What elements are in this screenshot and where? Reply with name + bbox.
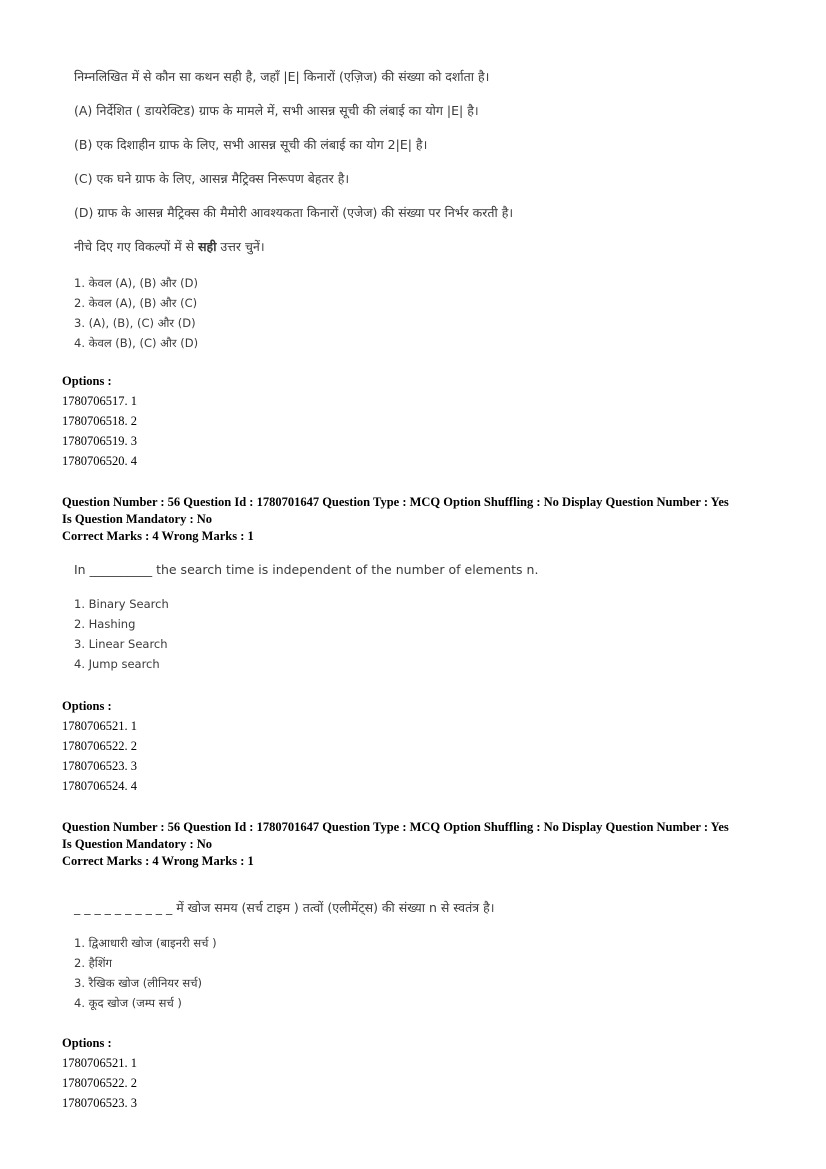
choice-2: 2. केवल (A), (B) और (C) <box>74 296 198 310</box>
choice-3: 3. रैखिक खोज (लीनियर सर्च) <box>74 976 202 990</box>
option-id: 1780706521. 1 <box>62 1056 137 1070</box>
statement-a: (A) निर्देशित ( डायरेक्टिड) ग्राफ के मामले में, सभी आसन्न सूची की लंबाई का योग |E| है। <box>74 103 479 118</box>
option-id: 1780706524. 4 <box>62 779 137 793</box>
choice-1: 1. केवल (A), (B) और (D) <box>74 276 198 290</box>
question-image-2 <box>74 562 538 674</box>
mandatory-line: Is Question Mandatory : No <box>62 512 213 526</box>
question-image-1 <box>74 68 513 353</box>
question-stem: In __________ the search time is independent of the number of elements n. <box>74 562 539 577</box>
option-id: 1780706522. 2 <box>62 739 137 753</box>
marks-line: Correct Marks : 4 Wrong Marks : 1 <box>62 529 254 543</box>
choice-4: 4. केवल (B), (C) और (D) <box>74 336 199 350</box>
options-list-3 <box>62 1033 137 1113</box>
statement-b: (B) एक दिशाहीन ग्राफ के लिए, सभी आसन्न सूची की लंबाई का योग 2|E| है। <box>74 137 428 152</box>
instruction: नीचे दिए गए विकल्पों में से सही उत्तर चुनें। <box>74 239 265 254</box>
choice-1: 1. Binary Search <box>74 597 169 611</box>
options-list-1 <box>62 371 137 471</box>
choice-4: 4. कूद खोज (जम्प सर्च ) <box>74 996 182 1010</box>
options-heading: Options : <box>62 1036 112 1050</box>
choice-2: 2. हैशिंग <box>74 956 113 970</box>
choice-2: 2. Hashing <box>74 617 136 631</box>
option-id: 1780706521. 1 <box>62 719 137 733</box>
statement-c: (C) एक घने ग्राफ के लिए, आसन्न मैट्रिक्स निरूपण बेहतर है। <box>74 171 350 186</box>
marks-line: Correct Marks : 4 Wrong Marks : 1 <box>62 854 254 868</box>
question-stem: निम्नलिखित में से कौन सा कथन सही है, जहाँ |E| किनारों (एज़िज) की संख्या को दर्शाता है। <box>74 69 490 84</box>
question-meta-2 <box>62 494 729 545</box>
question-image-3 <box>74 899 494 1013</box>
option-id: 1780706519. 3 <box>62 434 137 448</box>
instruction-emphasis: सही <box>198 239 217 254</box>
option-id: 1780706520. 4 <box>62 454 137 468</box>
options-heading: Options : <box>62 699 112 713</box>
choice-3: 3. (A), (B), (C) और (D) <box>74 316 196 330</box>
choice-4: 4. Jump search <box>74 657 160 671</box>
choice-3: 3. Linear Search <box>74 637 168 651</box>
mandatory-line: Is Question Mandatory : No <box>62 837 213 851</box>
question-stem: _ _ _ _ _ _ _ _ _ _ में खोज समय (सर्च टाइम ) तत्वों (एलीमेंट्स) की संख्या n से स्वतंत्र है। <box>74 900 495 915</box>
options-list-2 <box>62 696 137 796</box>
question-meta-line: Question Number : 56 Question Id : 1780701647 Question Type : MCQ Option Shuffling : No Display Question Number : Yes <box>62 820 729 834</box>
answer-blank: __________ <box>89 562 153 577</box>
answer-blank: _ _ _ _ _ _ _ _ _ _ <box>74 900 173 915</box>
option-id: 1780706523. 3 <box>62 1096 137 1110</box>
options-heading: Options : <box>62 374 112 388</box>
option-id: 1780706517. 1 <box>62 394 137 408</box>
option-id: 1780706523. 3 <box>62 759 137 773</box>
question-meta-line: Question Number : 56 Question Id : 1780701647 Question Type : MCQ Option Shuffling : No Display Question Number : Yes <box>62 495 729 509</box>
statement-d: (D) ग्राफ के आसन्न मैट्रिक्स की मैमोरी आवश्यकता किनारों (एजेज) की संख्या पर निर्भर करती है। <box>74 205 514 220</box>
option-id: 1780706518. 2 <box>62 414 137 428</box>
question-meta-3 <box>62 819 729 870</box>
option-id: 1780706522. 2 <box>62 1076 137 1090</box>
choice-1: 1. द्विआधारी खोज (बाइनरी सर्च ) <box>74 936 217 950</box>
